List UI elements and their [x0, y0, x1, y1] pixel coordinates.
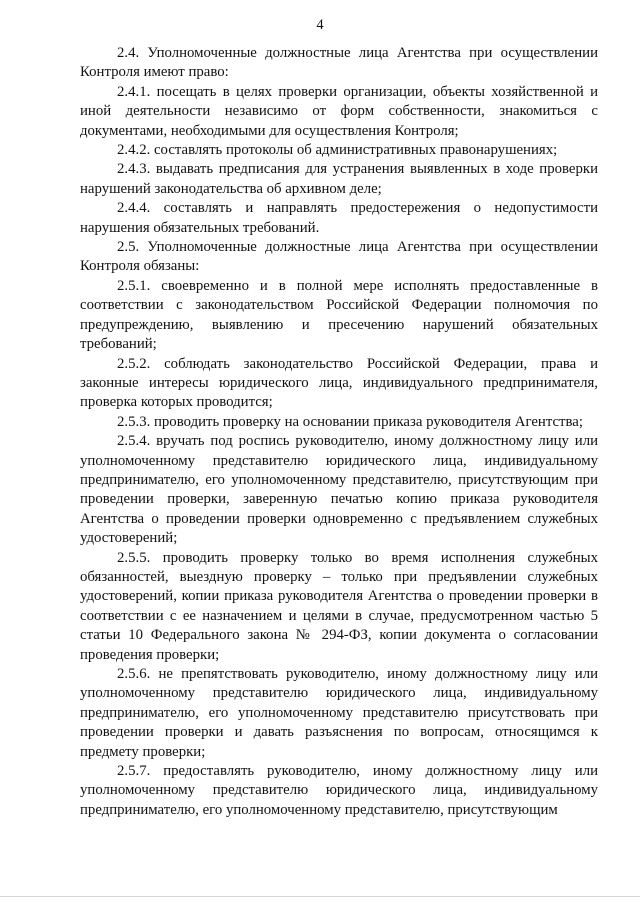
document-body [80, 44, 598, 820]
paragraph-2-5-1: 2.5.1. своевременно и в полной мере исполнять предоставленные в соответствии с законодательством Российской Федерации полномочия по предупреждению, выявлению и пресечению нарушений обязательных требований; [80, 277, 598, 353]
paragraph-2-5: 2.5. Уполномоченные должностные лица Агентства при осуществлении Контроля обязаны: [80, 239, 598, 275]
paragraph-2-5-7: 2.5.7. предоставлять руководителю, иному должностному лицу или уполномоченному представителю юридического лица, индивидуальному предпринимателю, его уполномоченному представителю, присутствующим [80, 763, 598, 818]
paragraph-2-5-5: 2.5.5. проводить проверку только во время исполнения служебных обязанностей, выездную проверку – только при предъявлении служебных удостоверений, копии приказа руководителя Агентства о проведении проверки в соответствии с ее назначением и целями в случае, предусмотренном частью 5 статьи 10 Федерального закона № 294-ФЗ, копии документа о согласовании проведения проверки; [80, 549, 598, 663]
paragraph-2-5-2: 2.5.2. соблюдать законодательство Российской Федерации, права и законные интересы юридического лица, индивидуального предпринимателя, проверка которых проводится; [80, 355, 598, 411]
paragraph-2-5-3: 2.5.3. проводить проверку на основании приказа руководителя Агентства; [117, 413, 583, 430]
paragraph-2-4-1: 2.4.1. посещать в целях проверки организации, объекты хозяйственной и иной деятельности независимо от форм собственности, знакомиться с документами, необходимыми для осуществления Контроля; [80, 83, 598, 139]
paragraph-2-4-3: 2.4.3. выдавать предписания для устранения выявленных в ходе проверки нарушений законодательства об архивном деле; [80, 161, 598, 197]
paragraph-2-4-2: 2.4.2. составлять протоколы об административных правонарушениях; [117, 142, 558, 159]
page-bottom-divider [0, 896, 640, 897]
page-number: 4 [316, 17, 324, 33]
paragraph-2-4: 2.4. Уполномоченные должностные лица Агентства при осуществлении Контроля имеют право: [80, 45, 598, 81]
paragraph-2-5-4: 2.5.4. вручать под роспись руководителю, иному должностному лицу или уполномоченному представителю юридического лица, индивидуальному предпринимателю, его уполномоченному представителю, присутствующим при проведении проверки, заверенную печатью копию приказа руководителя Агентства о проведении проверки одновременно с предъявлением служебных удостоверений; [80, 433, 598, 547]
paragraph-2-4-4: 2.4.4. составлять и направлять предостережения о недопустимости нарушения обязательных требований. [80, 200, 598, 236]
paragraph-2-5-6: 2.5.6. не препятствовать руководителю, иному должностному лицу или уполномоченному представителю юридического лица, индивидуальному предпринимателю, его уполномоченному представителю присутствовать при проведении проверки и давать разъяснения по вопросам, относящимся к предмету проверки; [80, 666, 598, 760]
